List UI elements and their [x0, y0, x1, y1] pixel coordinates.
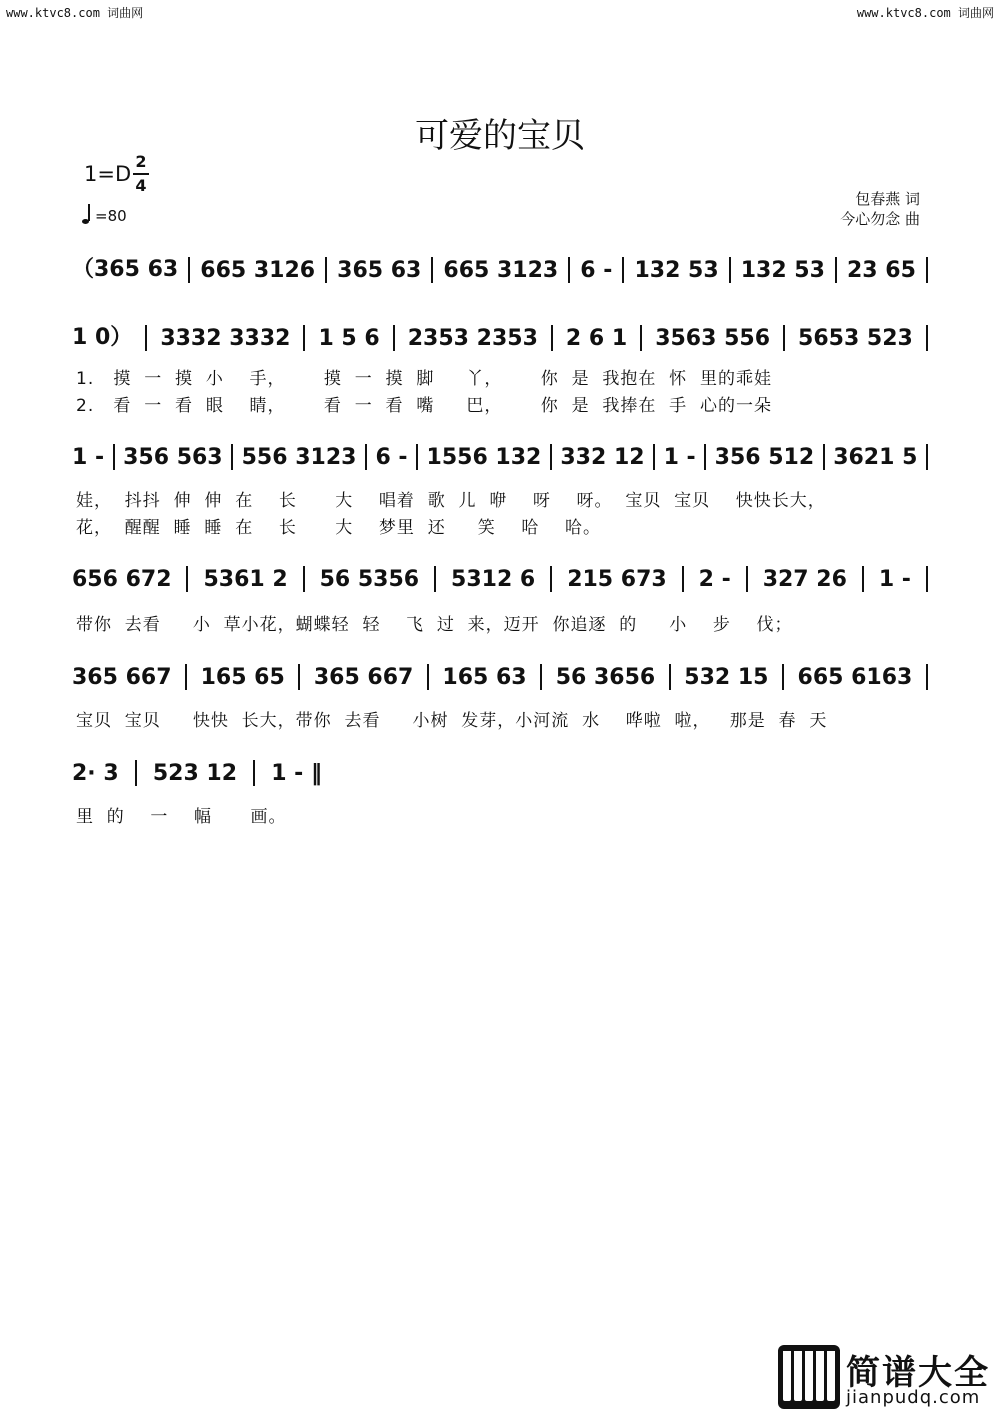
barline	[427, 664, 429, 690]
score-row	[72, 444, 928, 470]
measure-notes: 6 -	[375, 445, 408, 470]
barline	[185, 664, 187, 690]
barline	[782, 664, 784, 690]
quarter-note-icon	[82, 219, 89, 224]
measure-notes: 1 -	[663, 445, 696, 470]
lyric-line-2: 2. 看 一 看 眼 睛， 看 一 看 嘴 巴， 你 是 我捧在 手 心的一朵	[76, 396, 772, 416]
barline	[550, 444, 552, 470]
measure-notes: 356 512	[714, 445, 815, 470]
measure-notes: 665 3126	[200, 258, 316, 283]
key-signature: 1=D	[84, 162, 132, 186]
measure-notes: 215 673	[567, 567, 667, 592]
measure-notes: 532 15	[684, 665, 769, 690]
barline	[416, 444, 418, 470]
measure-notes: 2353 2353	[407, 326, 538, 351]
measure-notes: 356 563	[123, 445, 223, 470]
song-title: 可爱的宝贝	[415, 116, 585, 156]
barline	[653, 444, 655, 470]
barline	[669, 664, 671, 690]
lyric-line-7: 里 的 一 幅 画。	[76, 807, 287, 827]
score-row	[72, 664, 928, 690]
score-row	[72, 320, 928, 351]
measure-notes: 1 -	[72, 445, 105, 470]
barline	[188, 257, 190, 283]
barline	[926, 664, 928, 690]
barline	[231, 444, 233, 470]
measure-notes: 1 - ‖	[271, 761, 322, 786]
barline	[783, 325, 785, 351]
time-signature-top: 2	[135, 152, 147, 171]
measure-notes: 6 -	[580, 258, 613, 283]
barline	[622, 257, 624, 283]
barline	[434, 566, 436, 592]
barline	[640, 325, 642, 351]
measure-notes: （365 63	[72, 257, 179, 282]
barline	[568, 257, 570, 283]
header-site-right: www.ktvc8.com 词曲网	[856, 6, 994, 20]
score-row	[72, 252, 928, 283]
measure-notes: 1 5 6	[318, 326, 380, 351]
barline	[253, 760, 255, 786]
barline	[145, 325, 147, 351]
lyric-line-4: 花， 醒醒 睡 睡 在 长 大 梦里 还 笑 哈 哈。	[76, 518, 601, 538]
measure-notes: 132 53	[634, 258, 719, 283]
barline	[823, 444, 825, 470]
logo-text-en: jianpudq.com	[846, 1387, 981, 1408]
tempo-value: =80	[95, 207, 127, 225]
score-row	[72, 566, 928, 592]
logo-text-cn: 简谱大全	[846, 1353, 990, 1393]
barline	[746, 566, 748, 592]
barline	[862, 566, 864, 592]
measure-notes: 1 -	[878, 567, 911, 592]
barline	[550, 566, 552, 592]
barline	[113, 444, 115, 470]
measure-notes: 656 672	[72, 567, 172, 592]
measure-notes: 56 3656	[555, 665, 656, 690]
measure-notes: 3332 3332	[160, 326, 291, 351]
barline	[704, 444, 706, 470]
site-logo	[778, 1345, 1000, 1415]
lyricist-credit: 包春燕 词	[855, 190, 920, 208]
measure-notes: 523 12	[152, 761, 238, 786]
barline	[298, 664, 300, 690]
measure-notes: 2· 3	[72, 761, 119, 786]
barline	[135, 760, 137, 786]
barline	[926, 325, 928, 351]
measure-notes: 5653 523	[798, 326, 913, 351]
measure-notes: 3563 556	[655, 326, 770, 351]
measure-notes: 365 63	[337, 258, 422, 283]
barline	[926, 444, 928, 470]
measure-notes: 365 667	[72, 665, 172, 690]
barline	[729, 257, 731, 283]
measure-notes: 665 6163	[797, 665, 913, 690]
barline	[926, 566, 928, 592]
measure-notes: 2 -	[698, 567, 731, 592]
measure-notes: 1556 132	[426, 445, 542, 470]
measure-notes: 327 26	[762, 567, 847, 592]
measure-notes: 556 3123	[241, 445, 357, 470]
barline	[325, 257, 327, 283]
measure-notes: 56 5356	[319, 567, 420, 592]
barline	[431, 257, 433, 283]
measure-notes: 665 3123	[443, 258, 559, 283]
measure-notes: 23 65	[846, 258, 916, 283]
barline	[393, 325, 395, 351]
measure-notes: 332 12	[560, 445, 645, 470]
time-signature-bottom: 4	[135, 176, 147, 195]
measure-notes: 365 667	[313, 665, 414, 690]
time-signature	[133, 152, 149, 196]
measure-notes: 1 0）	[72, 325, 133, 350]
measure-notes: 132 53	[740, 258, 825, 283]
barline	[926, 257, 928, 283]
barline	[365, 444, 367, 470]
tempo-marking	[82, 207, 127, 225]
measure-notes: 3621 5	[833, 445, 918, 470]
lyric-line-1: 1. 摸 一 摸 小 手， 摸 一 摸 脚 丫， 你 是 我抱在 怀 里的乖娃	[76, 369, 772, 389]
measure-notes: 165 63	[442, 665, 527, 690]
measure-notes: 2 6 1	[565, 326, 628, 351]
barline	[835, 257, 837, 283]
lyric-line-5: 带你 去看 小 草小花，蝴蝶轻 轻 飞 过 来，迈开 你追逐 的 小 步 伐；	[76, 615, 793, 635]
measure-notes: 165 65	[200, 665, 285, 690]
barline	[682, 566, 684, 592]
measure-notes: 5312 6	[451, 567, 536, 592]
piano-keys-icon	[778, 1345, 840, 1409]
barline	[303, 566, 305, 592]
barline	[540, 664, 542, 690]
barline	[186, 566, 188, 592]
header-site-left: www.ktvc8.com 词曲网	[6, 6, 144, 20]
barline	[303, 325, 305, 351]
score-row	[72, 760, 322, 786]
measure-notes: 5361 2	[203, 567, 288, 592]
lyric-line-6: 宝贝 宝贝 快快 长大，带你 去看 小树 发芽，小河流 水 哗啦 啦， 那是 春 天	[76, 711, 828, 731]
lyric-line-3: 娃， 抖抖 伸 伸 在 长 大 唱着 歌 儿 咿 呀 呀。 宝贝 宝贝 快快长大，	[76, 491, 826, 511]
barline	[551, 325, 553, 351]
composer-credit: 今心勿念 曲	[840, 210, 920, 228]
